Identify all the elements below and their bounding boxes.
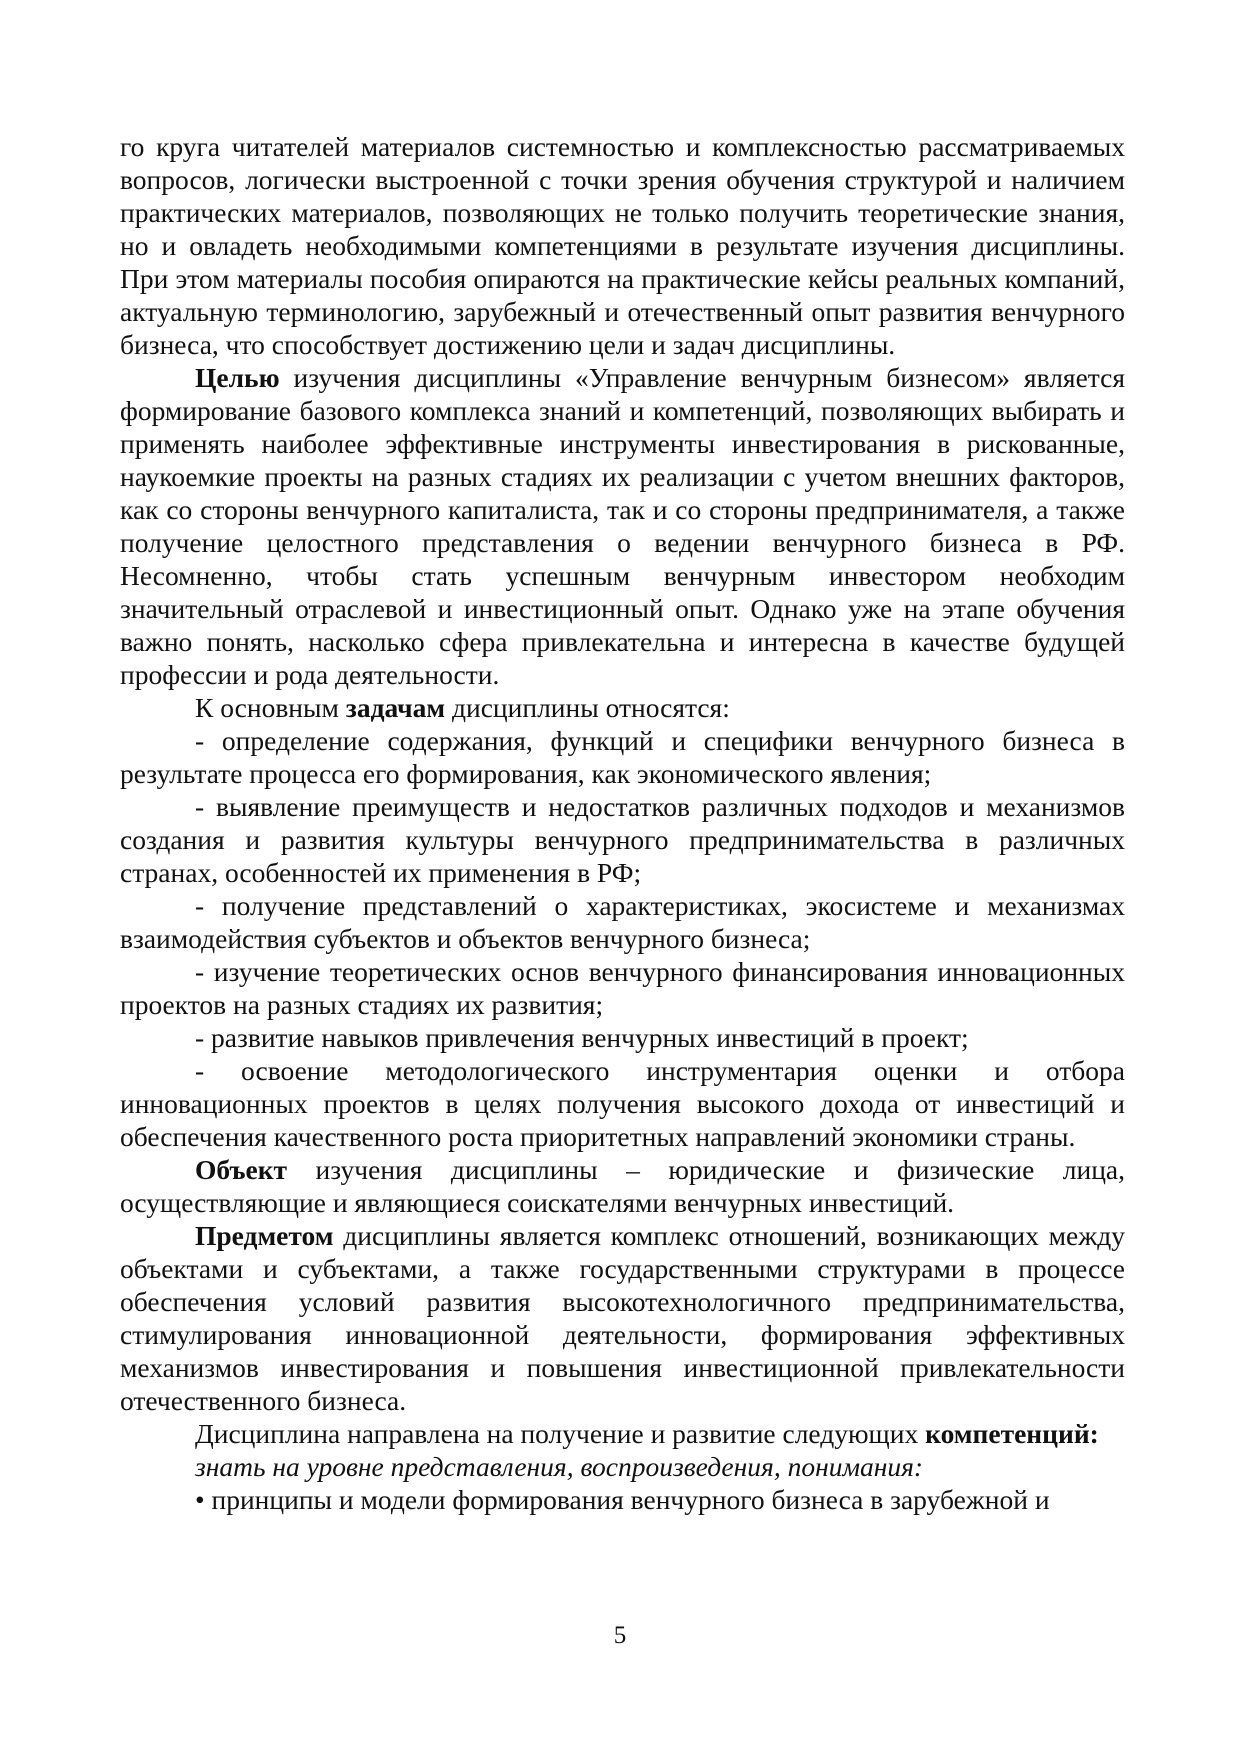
paragraph-object	[120, 1153, 1125, 1219]
paragraph-know-level: знать на уровне представления, воспроизведения, понимания:	[195, 1451, 924, 1482]
tasks-term: задачам	[345, 692, 446, 723]
task-item: - выявление преимуществ и недостатков различных подходов и механизмов создания и развития культуры венчурного предпринимательства в различных странах, особенностей их применения в РФ;	[120, 791, 1125, 888]
subject-term: Предметом	[195, 1220, 334, 1251]
goal-term: Целью	[195, 362, 280, 393]
tasks-intro-post: дисциплины относятся:	[445, 692, 730, 723]
paragraph-goal	[120, 361, 1125, 691]
object-text: изучения дисциплины – юридические и физические лица, осуществляющие и являющиеся соискателями венчурных инвестиций.	[120, 1154, 1125, 1218]
page-number: 5	[613, 1622, 627, 1649]
competencies-term: компетенций:	[925, 1418, 1099, 1449]
task-item: - изучение теоретических основ венчурного финансирования инновационных проектов на разных стадиях их развития;	[120, 956, 1125, 1020]
subject-text: дисциплины является комплекс отношений, возникающих между объектами и субъектами, а также государственными структурами в процессе обеспечения условий развития высокотехнологичного предпринимательства, стимулирования инновационной деятельности, формирования эффективных механизмов инвестирования и повышения инвестиционной привлекательности отечественного бизнеса.	[120, 1220, 1125, 1416]
paragraph-tasks-intro	[120, 691, 1125, 724]
document-page	[120, 130, 1125, 1516]
paragraph-intro: го круга читателей материалов системностью и комплексностью рассматриваемых вопросов, логически выстроенной с точки зрения обучения структурой и наличием практических материалов, позволяющих не только получить теоретические знания, но и овладеть необходимыми компетенциями в результате изучения дисциплины. При этом материалы пособия опираются на практические кейсы реальных компаний, актуальную терминологию, зарубежный и отечественный опыт развития венчурного бизнеса, что способствует достижению цели и задач дисциплины.	[120, 131, 1125, 360]
task-item: - получение представлений о характеристиках, экосистеме и механизмах взаимодействия субъектов и объектов венчурного бизнеса;	[120, 890, 1125, 954]
paragraph-subject	[120, 1219, 1125, 1417]
bullet-item: • принципы и модели формирования венчурного бизнеса в зарубежной и	[195, 1484, 1050, 1515]
goal-text: изучения дисциплины «Управление венчурным бизнесом» является формирование базового комплекса знаний и компетенций, позволяющих выбирать и применять наиболее эффективные инструменты инвестирования в рискованные, наукоемкие проекты на разных стадиях их реализации с учетом внешних факторов, как со стороны венчурного капиталиста, так и со стороны предпринимателя, а также получение целостного представления о ведении венчурного бизнеса в РФ. Несомненно, чтобы стать успешным венчурным инвестором необходим значительный отраслевой и инвестиционный опыт. Однако уже на этапе обучения важно понять, насколько сфера привлекательна и интересна в качестве будущей профессии и рода деятельности.	[120, 362, 1125, 690]
paragraph-competencies	[120, 1417, 1125, 1450]
competencies-text: Дисциплина направлена на получение и развитие следующих	[195, 1418, 926, 1449]
tasks-intro-pre: К основным	[195, 692, 346, 723]
object-term: Объект	[195, 1154, 288, 1185]
task-item: - определение содержания, функций и специфики венчурного бизнеса в результате процесса его формирования, как экономического явления;	[120, 725, 1125, 789]
task-item: - развитие навыков привлечения венчурных инвестиций в проект;	[195, 1022, 969, 1053]
task-item: - освоение методологического инструментария оценки и отбора инновационных проектов в целях получения высокого дохода от инвестиций и обеспечения качественного роста приоритетных направлений экономики страны.	[120, 1055, 1125, 1152]
